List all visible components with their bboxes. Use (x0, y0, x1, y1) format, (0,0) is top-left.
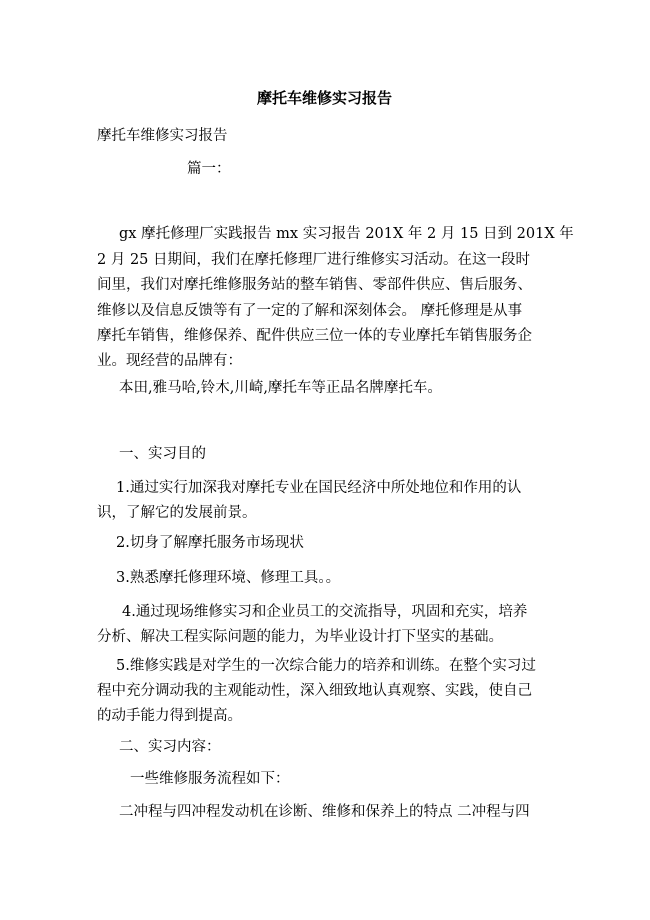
intro-line-3: 间里，我们对摩托维修服务站的整车销售、零部件供应、售后服务、 (97, 277, 532, 293)
section1-item2: 2.切身了解摩托服务市场现状 (116, 535, 304, 551)
document-subtitle: 摩托车维修实习报告 (97, 128, 228, 144)
section1-item1-line2: 识，了解它的发展前景。 (97, 505, 257, 521)
section1-item5-line3: 的动手能力得到提高。 (97, 708, 242, 724)
intro-line-1: gx 摩托修理厂实践报告 mx 实习报告 201X 年 2 月 15 日到 201X 年 (119, 226, 574, 242)
section1-item5-line1: 5.维修实践是对学生的一次综合能力的培养和训练。在整个实习过 (116, 658, 536, 674)
chapter-label: 篇一： (187, 161, 231, 177)
section1-heading: 一、实习目的 (119, 446, 206, 462)
document-title: 摩托车维修实习报告 (257, 89, 393, 107)
section2-heading: 二、实习内容： (119, 739, 221, 755)
section2-line: 二冲程与四冲程发动机在诊断、维修和保养上的特点 二冲程与四 (119, 804, 530, 820)
section2-lead: 一些维修服务流程如下： (130, 771, 290, 787)
intro-line-4: 维修以及信息反馈等有了一定的了解和深刻体会。 摩托修理是从事 (97, 303, 523, 319)
section1-item4-line1: 4.通过现场维修实习和企业员工的交流指导，巩固和充实，培养 (122, 604, 528, 620)
section1-item3: 3.熟悉摩托修理环境、修理工具。。 (116, 570, 341, 586)
intro-line-6: 业。现经营的品牌有： (97, 353, 242, 369)
section1-item5-line2: 程中充分调动我的主观能动性，深入细致地认真观察、实践，使自己 (97, 683, 532, 699)
section1-item4-line2: 分析、解决工程实际问题的能力，为毕业设计打下坚实的基础。 (97, 629, 503, 645)
section1-item1-line1: 1.通过实行加深我对摩托专业在国民经济中所处地位和作用的认 (116, 480, 522, 496)
intro-line-5: 摩托车销售，维修保养、配件供应三位一体的专业摩托车销售服务企 (97, 328, 532, 344)
intro-line-2: 2 月 25 日期间，我们在摩托修理厂进行维修实习活动。在这一段时 (97, 252, 531, 268)
brands-line: 本田,雅马哈,铃木,川崎,摩托车等正品名牌摩托车。 (119, 380, 442, 396)
